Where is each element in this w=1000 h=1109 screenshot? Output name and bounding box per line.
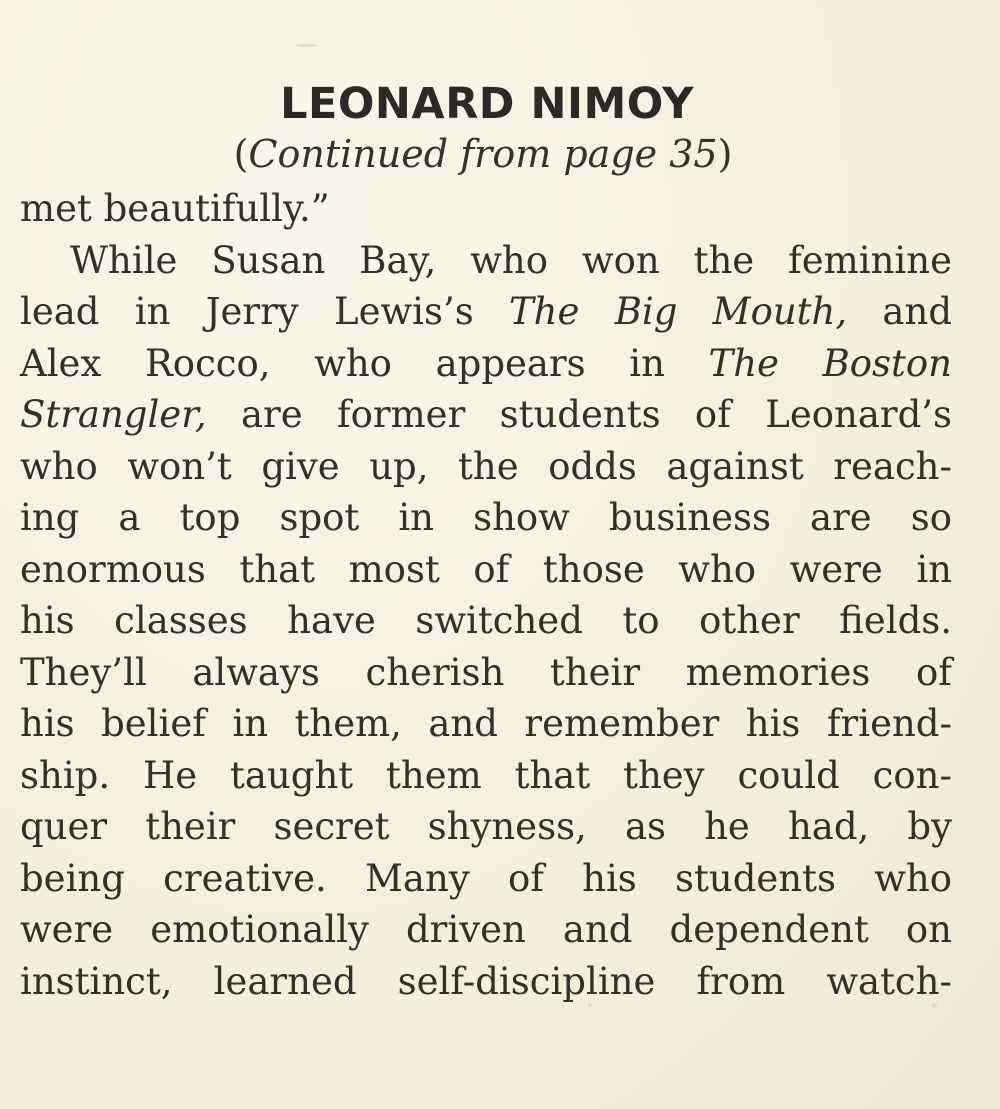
article-line <box>20 595 952 647</box>
article-line <box>20 647 952 699</box>
body-text-run: his belief in them, and remember his friend- <box>20 702 952 745</box>
body-text-run: were emotionally driven and dependent on <box>20 908 952 951</box>
article-line <box>20 441 952 493</box>
article-line <box>20 801 952 853</box>
body-text-run: who won’t give up, the odds against reach- <box>20 444 952 488</box>
body-text-run: his classes have switched to other fields. <box>20 599 952 642</box>
italic-title-text: The Big Mouth, <box>509 290 848 333</box>
article-title: LEONARD NIMOY <box>280 79 694 129</box>
paper-fleck <box>932 1003 937 1008</box>
article-line <box>20 338 952 390</box>
continued-open-paren: ( <box>233 132 249 176</box>
body-text-run: are former students of Leonard’s <box>206 393 952 436</box>
article-line <box>20 956 952 1008</box>
body-text-run: instinct, learned self-discipline from watch- <box>20 959 952 1003</box>
body-text-run: lead in Jerry Lewis’s <box>20 290 509 333</box>
paper-fleck <box>295 44 317 47</box>
article-line <box>20 286 952 338</box>
article-line <box>20 492 952 544</box>
italic-title-text: Strangler, <box>20 393 207 436</box>
article-line <box>20 904 952 956</box>
continued-close-paren: ) <box>717 132 733 176</box>
body-text-run: They’ll always cherish their memories of <box>20 650 952 694</box>
body-text-run: and <box>847 290 952 333</box>
body-text-run: being creative. Many of his students who <box>20 856 952 900</box>
body-text-run: quer their secret shyness, as he had, by <box>20 805 952 848</box>
article-line <box>20 183 952 235</box>
body-text-run: ing a top spot in show business are so <box>20 496 952 539</box>
article-line <box>20 235 952 287</box>
body-text-run: While Susan Bay, who won the feminine <box>70 238 952 282</box>
continued-note <box>0 130 966 178</box>
body-text-run: met beautifully.” <box>20 187 330 230</box>
article-line <box>20 389 952 441</box>
article-line <box>20 698 952 750</box>
article-body <box>20 183 952 1007</box>
continued-text: Continued from page 35 <box>248 132 718 176</box>
article-line <box>20 853 952 905</box>
italic-title-text: The Boston <box>708 341 952 385</box>
body-text-run: Alex Rocco, who appears in <box>20 341 709 385</box>
body-text-run: enormous that most of those who were in <box>20 547 952 591</box>
article-line <box>20 544 952 596</box>
paper-fleck <box>588 1003 592 1007</box>
body-text-run: ship. He taught them that they could con- <box>20 753 952 797</box>
article-line <box>20 750 952 802</box>
